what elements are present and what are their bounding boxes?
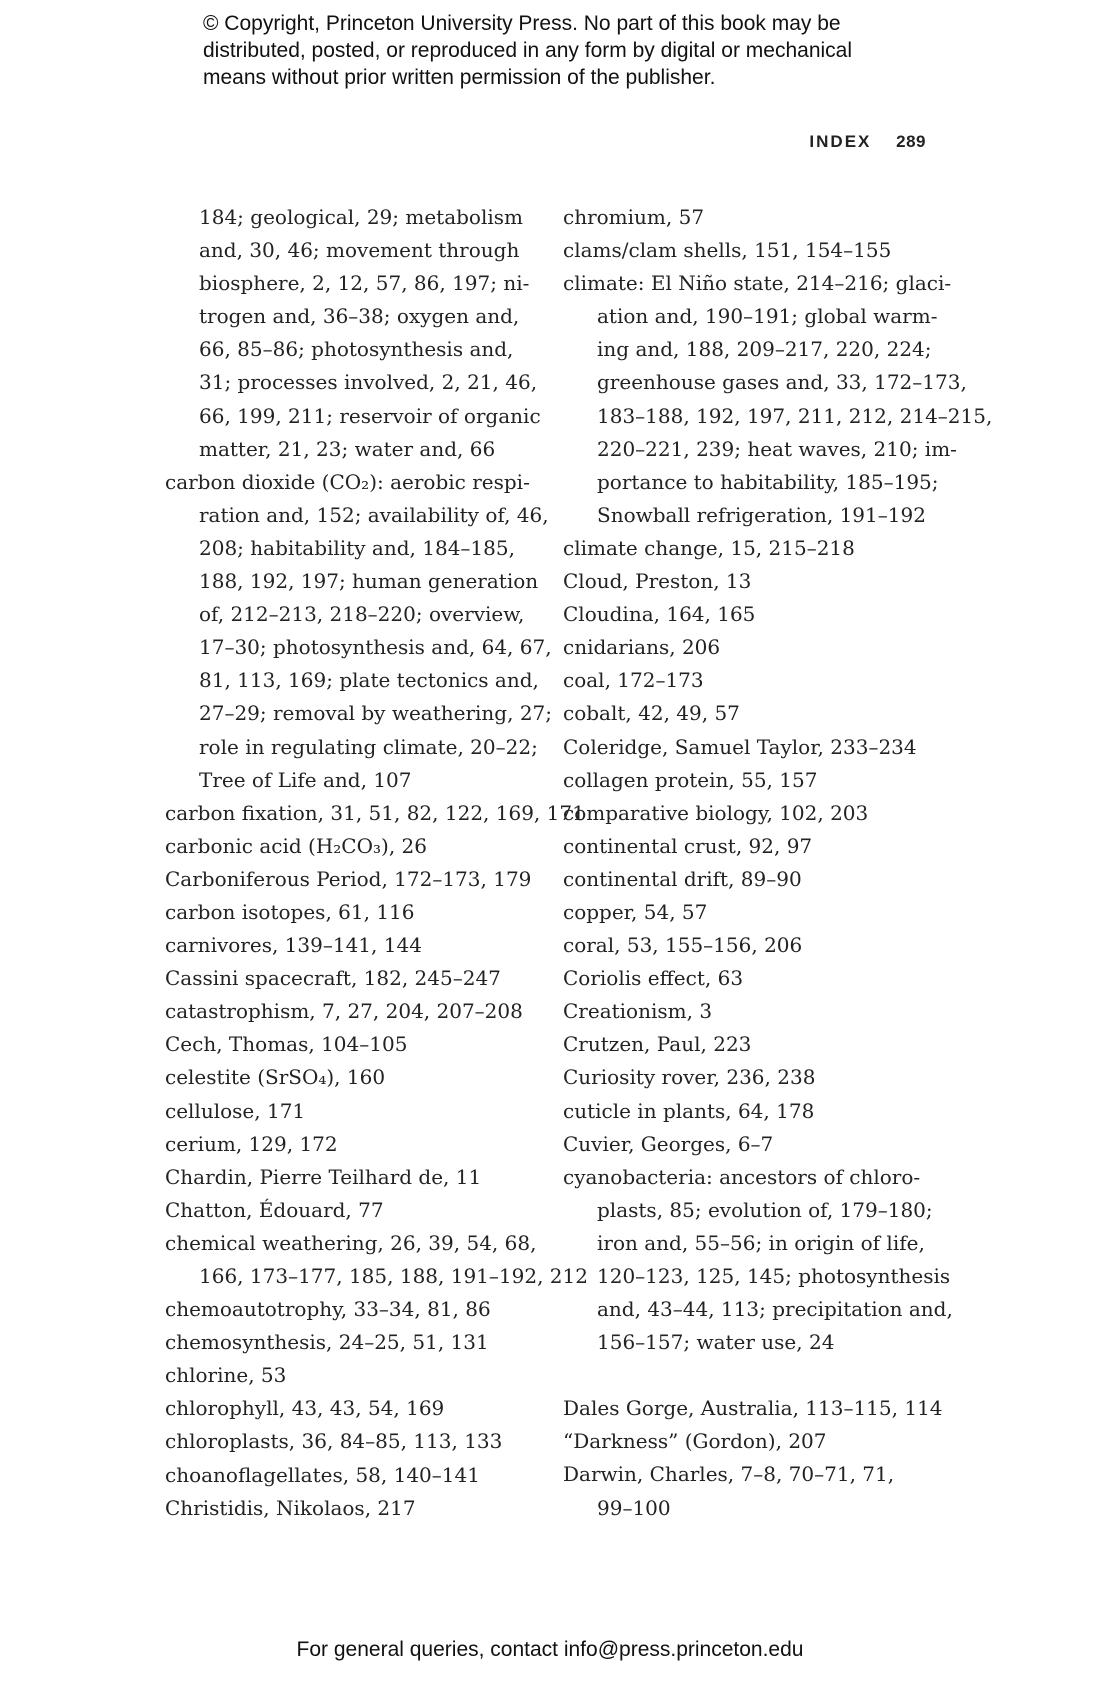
index-entry-continuation: Snowball refrigeration, 191–192 — [597, 502, 926, 527]
index-entry-continuation: and, 30, 46; movement through — [199, 238, 520, 263]
index-entry: chlorophyll, 43, 43, 54, 169 — [165, 1396, 445, 1421]
copyright-line: means without prior written permission of the publisher. — [203, 66, 716, 89]
index-entry-continuation: 66, 199, 211; reservoir of organic — [199, 403, 541, 428]
footer-contact: For general queries, contact info@press.princeton.edu — [296, 1638, 804, 1661]
index-entry: Dales Gorge, Australia, 113–115, 114 — [563, 1396, 943, 1421]
index-entry: clams/clam shells, 151, 154–155 — [563, 238, 892, 263]
index-entry-continuation: 184; geological, 29; metabolism — [199, 205, 523, 229]
index-entry-continuation: ing and, 188, 209–217, 220, 224; — [597, 337, 932, 362]
index-entry: climate: El Niño state, 214–216; glaci- — [563, 271, 952, 296]
index-entry: Cloud, Preston, 13 — [563, 569, 752, 594]
index-entry: chemosynthesis, 24–25, 51, 131 — [165, 1330, 489, 1355]
index-entry: carbon fixation, 31, 51, 82, 122, 169, 171 — [165, 800, 585, 825]
index-entry: copper, 54, 57 — [563, 899, 708, 924]
index-entry-continuation: and, 43–44, 113; precipitation and, — [597, 1297, 953, 1322]
index-entry-continuation: 183–188, 192, 197, 211, 212, 214–215, — [597, 403, 993, 428]
index-entry-continuation: 156–157; water use, 24 — [597, 1330, 835, 1355]
index-entry-continuation: 208; habitability and, 184–185, — [199, 535, 515, 560]
index-entry: “Darkness” (Gordon), 207 — [563, 1429, 827, 1454]
index-entry: Cuvier, Georges, 6–7 — [563, 1131, 774, 1156]
index-entry: coral, 53, 155–156, 206 — [563, 933, 803, 958]
index-entry-continuation: matter, 21, 23; water and, 66 — [199, 436, 496, 461]
index-entry: coal, 172–173 — [563, 668, 704, 693]
index-entry: chloroplasts, 36, 84–85, 113, 133 — [165, 1429, 503, 1454]
index-entry: celestite (SrSO₄), 160 — [165, 1065, 386, 1090]
index-entry-continuation: plasts, 85; evolution of, 179–180; — [597, 1197, 933, 1222]
index-entry: carbon dioxide (CO₂): aerobic respi- — [165, 469, 530, 494]
index-entry: continental drift, 89–90 — [563, 866, 802, 891]
index-entry: cnidarians, 206 — [563, 635, 721, 660]
index-entry-continuation: 27–29; removal by weathering, 27; — [199, 701, 553, 726]
index-entry: chemical weathering, 26, 39, 54, 68, — [165, 1230, 537, 1255]
index-entry: chromium, 57 — [563, 205, 705, 229]
index-entry: cerium, 129, 172 — [165, 1131, 338, 1156]
index-entry-continuation: of, 212–213, 218–220; overview, — [199, 602, 525, 627]
index-entry: Cassini spacecraft, 182, 245–247 — [165, 966, 501, 991]
copyright-notice — [203, 10, 963, 91]
index-entry: Chardin, Pierre Teilhard de, 11 — [165, 1164, 482, 1189]
index-entry-continuation: Tree of Life and, 107 — [199, 767, 412, 792]
index-entry: Carboniferous Period, 172–173, 179 — [165, 866, 532, 891]
entry-separator — [563, 1359, 933, 1392]
index-entry-continuation: 81, 113, 169; plate tectonics and, — [199, 668, 539, 693]
index-entry: carbon isotopes, 61, 116 — [165, 899, 415, 924]
index-entry-continuation: 99–100 — [597, 1495, 671, 1520]
copyright-line: © Copyright, Princeton University Press. No part of this book may be — [203, 12, 841, 35]
index-entry: comparative biology, 102, 203 — [563, 800, 869, 825]
index-entry: Darwin, Charles, 7–8, 70–71, 71, — [563, 1462, 895, 1487]
index-entry: cobalt, 42, 49, 57 — [563, 701, 740, 726]
index-entry: carbonic acid (H₂CO₃), 26 — [165, 833, 427, 858]
index-entry: catastrophism, 7, 27, 204, 207–208 — [165, 999, 523, 1024]
index-entry: Coleridge, Samuel Taylor, 233–234 — [563, 734, 917, 759]
index-entry-continuation: portance to habitability, 185–195; — [597, 469, 939, 494]
index-entry-continuation: 66, 85–86; photosynthesis and, — [199, 337, 514, 362]
index-entry-continuation: role in regulating climate, 20–22; — [199, 734, 538, 759]
running-head-label: INDEX — [809, 132, 872, 151]
copyright-line: distributed, posted, or reproduced in any form by digital or mechanical — [203, 39, 853, 62]
page-number: 289 — [896, 132, 926, 151]
index-entry: collagen protein, 55, 157 — [563, 767, 818, 792]
index-entry-continuation: ation and, 190–191; global warm- — [597, 304, 938, 329]
index-entry: chemoautotrophy, 33–34, 81, 86 — [165, 1297, 491, 1322]
index-entry: carnivores, 139–141, 144 — [165, 933, 422, 958]
index-entry-continuation: 120–123, 125, 145; photosynthesis — [597, 1264, 951, 1288]
index-entry-continuation: 166, 173–177, 185, 188, 191–192, 212 — [199, 1264, 588, 1288]
index-entry: Chatton, Édouard, 77 — [165, 1197, 384, 1222]
index-entry-continuation: trogen and, 36–38; oxygen and, — [199, 304, 520, 329]
index-entry: Creationism, 3 — [563, 999, 713, 1024]
index-entry: cyanobacteria: ancestors of chloro- — [563, 1164, 921, 1189]
index-entry-continuation: 220–221, 239; heat waves, 210; im- — [597, 436, 957, 461]
index-entry: continental crust, 92, 97 — [563, 833, 813, 858]
index-entry-continuation: biosphere, 2, 12, 57, 86, 197; ni- — [199, 271, 530, 296]
index-entry: Christidis, Nikolaos, 217 — [165, 1495, 416, 1520]
index-entry: cellulose, 171 — [165, 1098, 306, 1123]
index-entry-continuation: 188, 192, 197; human generation — [199, 569, 539, 594]
index-entry-continuation: ration and, 152; availability of, 46, — [199, 502, 549, 527]
index-entry: Crutzen, Paul, 223 — [563, 1032, 752, 1057]
index-entry: chlorine, 53 — [165, 1363, 287, 1388]
index-entry: Cloudina, 164, 165 — [563, 602, 756, 627]
index-entry: Coriolis effect, 63 — [563, 966, 744, 991]
index-column-left — [165, 201, 588, 1525]
index-entry: cuticle in plants, 64, 178 — [563, 1098, 815, 1123]
index-entry-continuation: 31; processes involved, 2, 21, 46, — [199, 370, 538, 395]
index-entry-continuation: iron and, 55–56; in origin of life, — [597, 1230, 925, 1255]
index-entry: choanoflagellates, 58, 140–141 — [165, 1462, 480, 1487]
index-entry-continuation: greenhouse gases and, 33, 172–173, — [597, 370, 967, 395]
index-entry: Cech, Thomas, 104–105 — [165, 1032, 408, 1057]
index-entry: Curiosity rover, 236, 238 — [563, 1065, 816, 1090]
running-head — [809, 132, 926, 152]
index-entry-continuation: 17–30; photosynthesis and, 64, 67, — [199, 635, 552, 660]
index-entry: climate change, 15, 215–218 — [563, 535, 855, 560]
index-column-right — [563, 201, 993, 1525]
